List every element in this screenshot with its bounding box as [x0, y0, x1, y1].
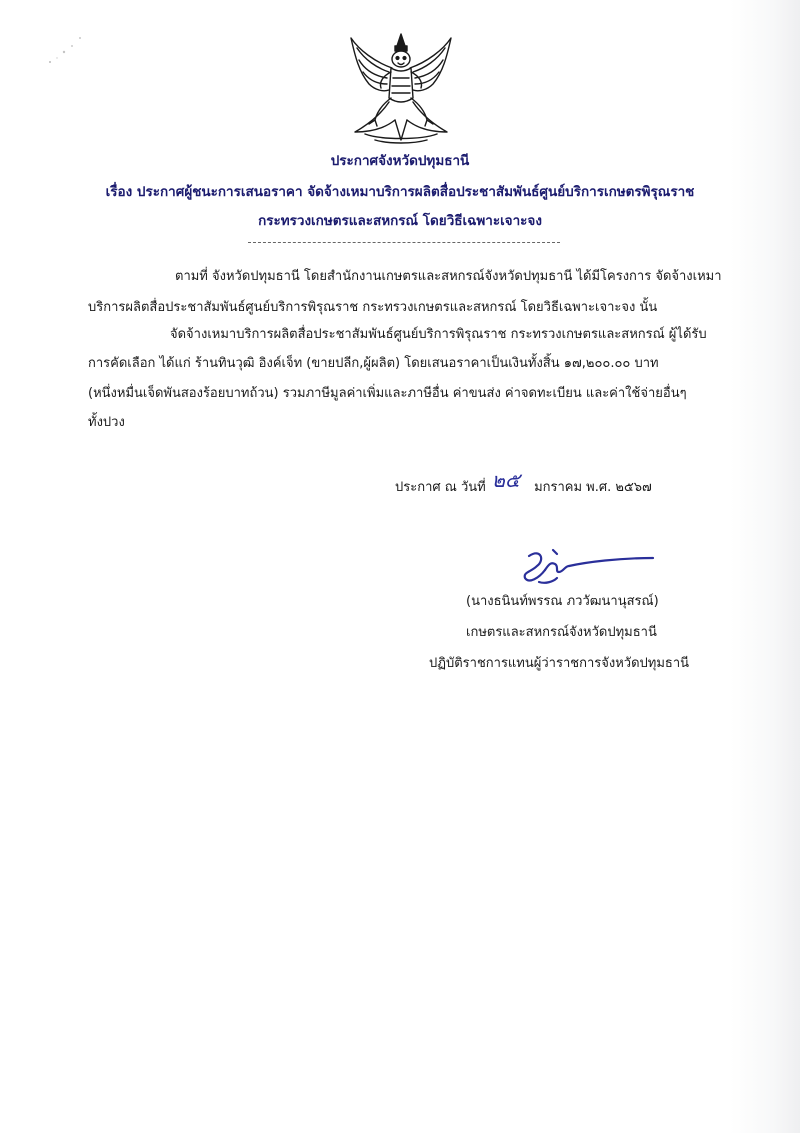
- paragraph-2-line-1: จัดจ้างเหมาบริการผลิตสื่อประชาสัมพันธ์ศูนย์บริการพิรุณราช กระทรวงเกษตรและสหกรณ์ ผู้ได้รับ: [170, 327, 707, 342]
- garuda-emblem-icon: [345, 32, 457, 146]
- announcement-subject-cont: กระทรวงเกษตรและสหกรณ์ โดยวิธีเฉพาะเจาะจง: [258, 213, 542, 229]
- announcement-title: ประกาศจังหวัดปทุมธานี: [330, 153, 470, 169]
- signatory-acting-for: ปฏิบัติราชการแทนผู้ว่าราชการจังหวัดปทุมธานี: [429, 656, 690, 671]
- paragraph-1-line-1: ตามที่ จังหวัดปทุมธานี โดยสำนักงานเกษตรและสหกรณ์จังหวัดปทุมธานี ได้มีโครงการ จัดจ้างเหมา: [175, 269, 722, 284]
- separator-line: [248, 242, 560, 243]
- date-day-handwritten: ๒๕: [491, 468, 521, 492]
- date-month-year: มกราคม พ.ศ. ๒๕๖๗: [534, 480, 652, 495]
- announcement-subject: เรื่อง ประกาศผู้ชนะการเสนอราคา จัดจ้างเหมาบริการผลิตสื่อประชาสัมพันธ์ศูนย์บริการเกษตรพิรุณราช: [105, 184, 695, 200]
- announcement-date: [395, 468, 652, 500]
- paragraph-1-line-2: บริการผลิตสื่อประชาสัมพันธ์ศูนย์บริการพิรุณราช กระทรวงเกษตรและสหกรณ์ โดยวิธีเฉพาะเจาะจง นั้น: [88, 300, 658, 315]
- scan-specks: [42, 32, 92, 72]
- signatory-position: เกษตรและสหกรณ์จังหวัดปทุมธานี: [466, 625, 657, 640]
- signatory-name: (นางธนินท์พรรณ ภววัฒนานุสรณ์): [466, 594, 659, 609]
- paragraph-2-line-4: ทั้งปวง: [88, 415, 125, 430]
- paragraph-2-line-3: (หนึ่งหมื่นเจ็ดพันสองร้อยบาทถ้วน) รวมภาษีมูลค่าเพิ่มและภาษีอื่น ค่าขนส่ง ค่าจดทะเบียน และค่าใช้จ่ายอื่นๆ: [88, 386, 687, 401]
- paragraph-2-line-2: การคัดเลือก ได้แก่ ร้านทินวุฒิ อิงค์เจ็ท (ขายปลีก,ผู้ผลิต) โดยเสนอราคาเป็นเงินทั้งสิ้น ๑๗,๒๐๐.๐๐ บาท: [88, 356, 659, 371]
- handwritten-signature: [515, 542, 660, 590]
- date-prefix: ประกาศ ณ วันที่: [395, 480, 486, 495]
